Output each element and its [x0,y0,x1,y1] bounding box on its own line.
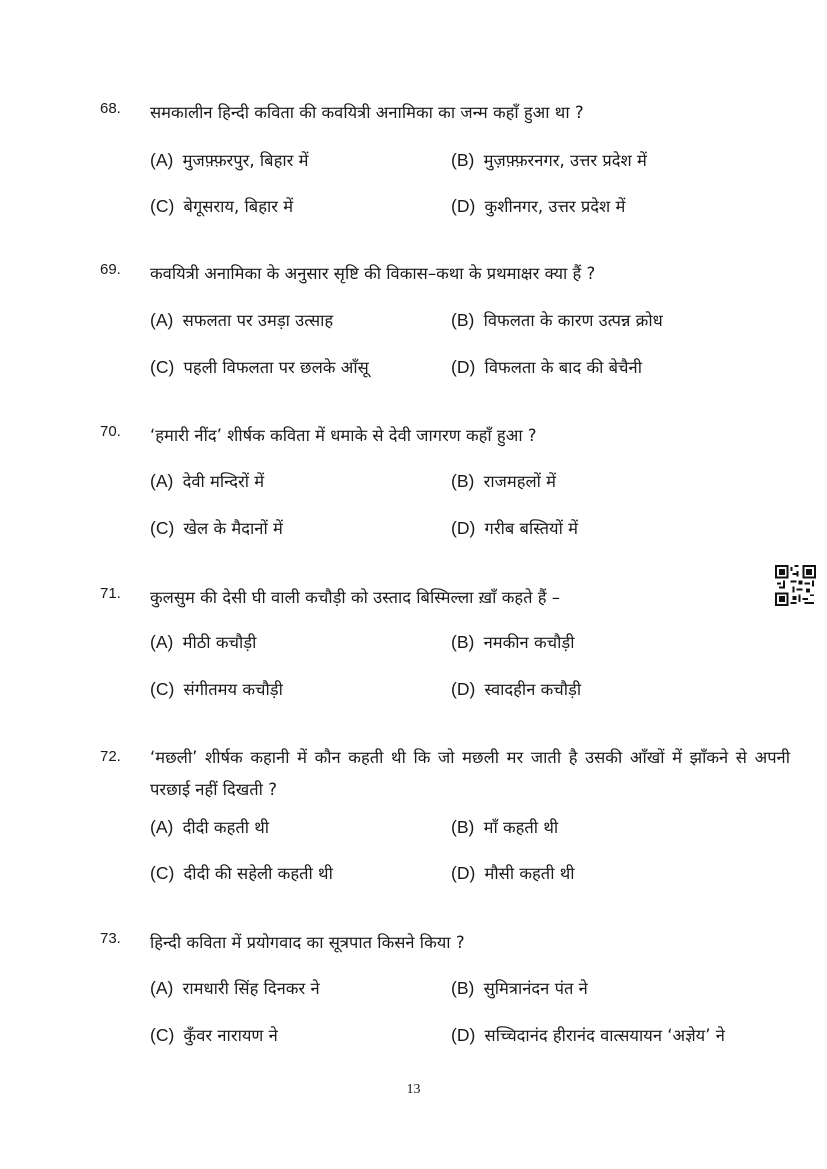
option-c[interactable] [150,354,369,380]
option-b[interactable] [451,147,647,173]
option-text: नमकीन कचौड़ी [483,633,575,652]
option-label: (D) [451,357,476,377]
option-label: (A) [150,310,174,330]
option-label: (D) [451,196,476,216]
option-label: (C) [150,196,175,216]
question-number: 70. [100,423,121,440]
option-c[interactable] [150,515,283,541]
option-text: कुँवर नारायण ने [183,1026,278,1045]
option-b[interactable] [451,814,558,840]
option-label: (D) [451,1025,476,1045]
question-text: कवयित्री अनामिका के अनुसार सृष्टि की विकास–कथा के प्रथमाक्षर क्या हैं ? [150,264,596,283]
qr-code-icon [775,565,816,606]
option-text: सुमित्रानंदन पंत ने [483,979,588,998]
option-label: (B) [451,310,475,330]
question-number: 68. [100,100,121,117]
option-a[interactable] [150,468,264,494]
option-label: (C) [150,863,175,883]
option-d[interactable] [451,193,625,219]
option-a[interactable] [150,629,256,655]
option-label: (A) [150,632,174,652]
option-a[interactable] [150,147,308,173]
option-c[interactable] [150,193,293,219]
option-a[interactable] [150,307,333,333]
option-a[interactable] [150,814,269,840]
question-text: ‘मछली’ शीर्षक कहानी में कौन कहती थी कि जो मछली मर जाती है उसकी आँखों में झाँकने से अपनी परछाई नहीं दिखती ? [150,748,790,799]
option-label: (C) [150,1025,175,1045]
option-label: (B) [451,817,475,837]
option-label: (C) [150,679,175,699]
option-b[interactable] [451,468,556,494]
option-label: (B) [451,150,475,170]
question-number: 71. [100,585,121,602]
option-b[interactable] [451,307,663,333]
option-text: मौसी कहती थी [484,864,575,883]
option-label: (A) [150,978,174,998]
option-text: सच्चिदानंद हीरानंद वात्सयायन ‘अज्ञेय’ ने [484,1026,725,1045]
option-text: गरीब बस्तियों में [484,519,578,538]
option-text: राजमहलों में [483,472,557,491]
option-d[interactable] [451,1022,725,1048]
question-number: 73. [100,930,121,947]
question-text: समकालीन हिन्दी कविता की कवयित्री अनामिका का जन्म कहाँ हुआ था ? [150,103,584,122]
question-number: 69. [100,261,121,278]
option-d[interactable] [451,860,575,886]
option-label: (A) [150,471,174,491]
option-label: (D) [451,518,476,538]
option-label: (C) [150,518,175,538]
option-text: मीठी कचौड़ी [182,633,257,652]
option-c[interactable] [150,860,333,886]
option-text: रामधारी सिंह दिनकर ने [182,979,320,998]
page-number: 13 [406,1082,421,1097]
option-b[interactable] [451,629,574,655]
option-b[interactable] [451,975,588,1001]
question-number: 72. [100,748,121,765]
question-text: ‘हमारी नींद’ शीर्षक कविता में धमाके से देवी जागरण कहाँ हुआ ? [150,426,537,445]
option-text: माँ कहती थी [483,818,559,837]
option-label: (D) [451,679,476,699]
option-label: (B) [451,471,475,491]
option-label: (D) [451,863,476,883]
option-text: संगीतमय कचौड़ी [183,680,283,699]
option-text: सफलता पर उमड़ा उत्साह [182,311,334,330]
question-text: हिन्दी कविता में प्रयोगवाद का सूत्रपात किसने किया ? [150,933,465,952]
option-d[interactable] [451,676,581,702]
option-c[interactable] [150,1022,278,1048]
option-text: दीदी कहती थी [182,818,270,837]
option-text: विफलता के कारण उत्पन्न क्रोध [483,311,663,330]
option-text: दीदी की सहेली कहती थी [183,864,333,883]
option-text: बेगूसराय, बिहार में [183,197,294,216]
option-text: कुशीनगर, उत्तर प्रदेश में [484,197,626,216]
option-text: विफलता के बाद की बेचैनी [484,358,642,377]
option-label: (A) [150,817,174,837]
option-d[interactable] [451,354,642,380]
option-text: मुज़फ़्फ़रनगर, उत्तर प्रदेश में [483,151,647,170]
option-label: (B) [451,632,475,652]
option-d[interactable] [451,515,578,541]
option-text: पहली विफलता पर छलके आँसू [183,358,369,377]
option-text: स्वादहीन कचौड़ी [484,680,582,699]
option-label: (A) [150,150,174,170]
option-text: मुजफ़्फ़रपुर, बिहार में [182,151,309,170]
option-label: (B) [451,978,475,998]
question-text: कुलसुम की देसी घी वाली कचौड़ी को उस्ताद बिस्मिल्ला ख़ाँ कहते हैं – [150,588,561,607]
option-text: खेल के मैदानों में [183,519,283,538]
option-label: (C) [150,357,175,377]
option-c[interactable] [150,676,283,702]
option-a[interactable] [150,975,320,1001]
option-text: देवी मन्दिरों में [182,472,265,491]
